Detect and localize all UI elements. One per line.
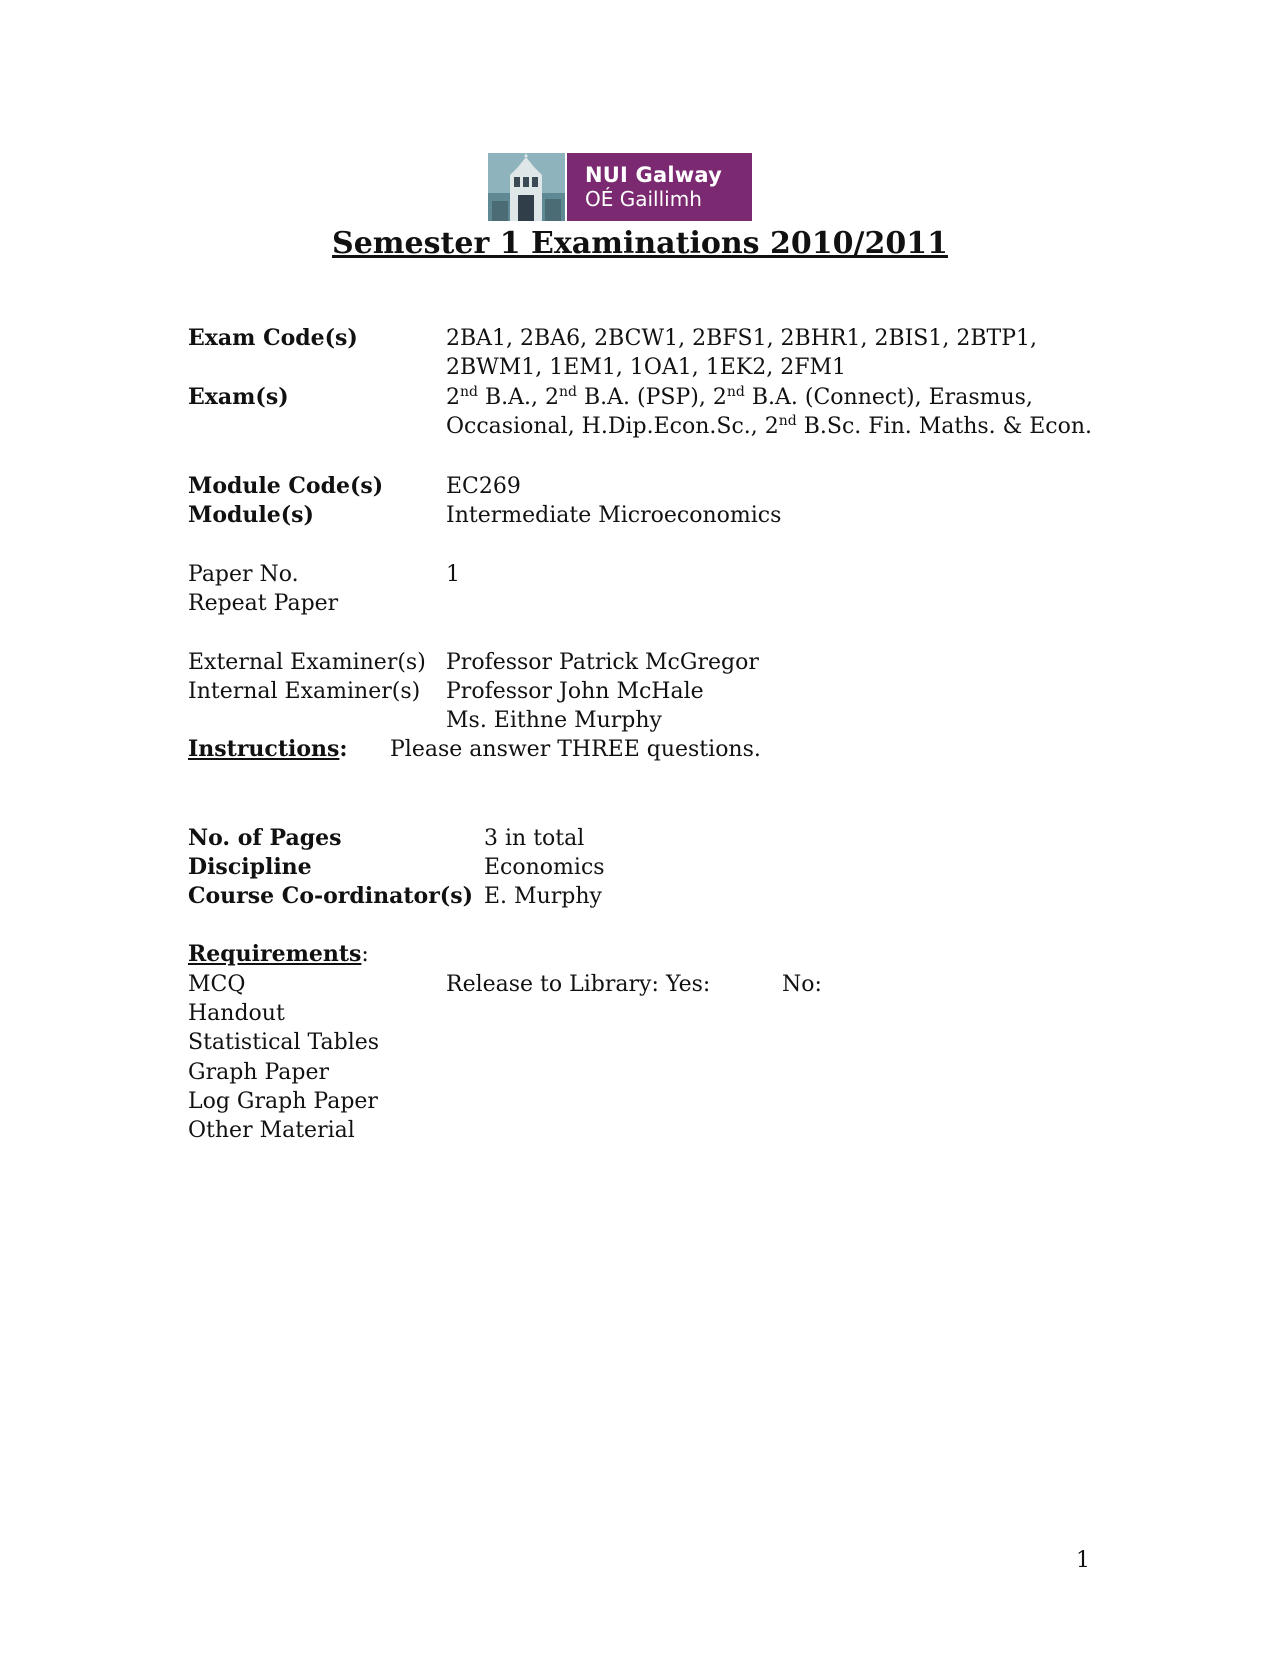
release-to-library-label: Release to Library: xyxy=(446,972,659,997)
external-examiners-label: External Examiner(s) xyxy=(188,650,426,675)
requirement-item: Other Material xyxy=(188,1118,355,1143)
module-codes-label: Module Code(s) xyxy=(188,473,384,499)
exams-line-2: Occasional, H.Dip.Econ.Sc., 2nd B.Sc. Fin. Maths. & Econ. xyxy=(446,413,1093,439)
exams-line-1: 2nd B.A., 2nd B.A. (PSP), 2nd B.A. (Connect), Erasmus, xyxy=(446,384,1033,410)
requirements-label: Requirements xyxy=(188,941,362,967)
repeat-paper-label: Repeat Paper xyxy=(188,591,339,616)
page-number: 1 xyxy=(1076,1548,1090,1573)
exams-label: Exam(s) xyxy=(188,384,289,410)
instructions-label: Instructions: xyxy=(188,736,348,762)
page-title: Semester 1 Examinations 2010/2011 xyxy=(332,226,948,261)
internal-examiners-label: Internal Examiner(s) xyxy=(188,679,421,704)
building-tower-icon xyxy=(488,153,565,221)
requirement-item: MCQ xyxy=(188,972,246,997)
exam-codes-line-1: 2BA1, 2BA6, 2BCW1, 2BFS1, 2BHR1, 2BIS1, 2BTP1, xyxy=(446,326,1037,351)
discipline-value: Economics xyxy=(484,855,605,880)
external-examiners-value: Professor Patrick McGregor xyxy=(446,650,759,675)
requirement-item: Graph Paper xyxy=(188,1060,330,1085)
requirement-item: Log Graph Paper xyxy=(188,1089,378,1114)
modules-value: Intermediate Microeconomics xyxy=(446,503,782,528)
internal-examiners-value-1: Professor John McHale xyxy=(446,679,704,704)
release-yes-label: Yes: xyxy=(666,972,711,997)
modules-label: Module(s) xyxy=(188,502,314,528)
course-coordinator-label: Course Co-ordinator(s) xyxy=(188,883,474,909)
requirement-item: Statistical Tables xyxy=(188,1030,380,1055)
course-coordinator-value: E. Murphy xyxy=(484,884,602,909)
release-no-label: No: xyxy=(782,972,822,997)
exam-codes-label: Exam Code(s) xyxy=(188,325,358,351)
exam-codes-line-2: 2BWM1, 1EM1, 1OA1, 1EK2, 2FM1 xyxy=(446,355,847,380)
logo-line-1: NUI Galway xyxy=(585,163,722,187)
requirement-item: Handout xyxy=(188,1001,285,1026)
university-logo xyxy=(488,153,752,221)
no-of-pages-label: No. of Pages xyxy=(188,825,342,851)
exam-cover-page: NUI Galway OÉ Gaillimh Semester 1 Examinations 2010/2011 Exam Code(s) 2BA1, 2BA6, 2BCW1, 2BFS1, 2BHR1, 2BIS1, 2BTP1, 2BWM1, 1EM1, 1OA1, 1EK2, 2FM1 Exam(s) 2nd B.A., 2nd B.A. (PSP), 2nd B.A. (Connect), Erasmus, Occasional, H.Dip.Econ.Sc., 2nd B.Sc. Fin. Maths. & Econ. Module Code(s) EC269 Module(s) Intermediate Microeconomics Paper No. 1 Repeat Paper External Examiner(s) Professor Patrick McGregor Internal Examiner(s) Professor John McHale Ms. Eithne Murphy Instructions: Please answer THREE questions. No. of Pages 3 in total Discipline Economics Course Co-ordinator(s) E. Murphy Requirements: MCQ Release to Library: Yes: No: Handout Statistical Tables Graph Paper Log Graph Paper Other Material 1 xyxy=(0,0,1280,1656)
logo-line-2: OÉ Gaillimh xyxy=(585,187,702,211)
internal-examiners-value-2: Ms. Eithne Murphy xyxy=(446,708,662,733)
logo-wordmark xyxy=(567,153,752,221)
discipline-label: Discipline xyxy=(188,854,312,880)
paper-no-label: Paper No. xyxy=(188,562,299,587)
paper-no-value: 1 xyxy=(446,562,460,587)
no-of-pages-value: 3 in total xyxy=(484,826,585,851)
module-codes-value: EC269 xyxy=(446,474,521,499)
instructions-value: Please answer THREE questions. xyxy=(390,737,761,762)
